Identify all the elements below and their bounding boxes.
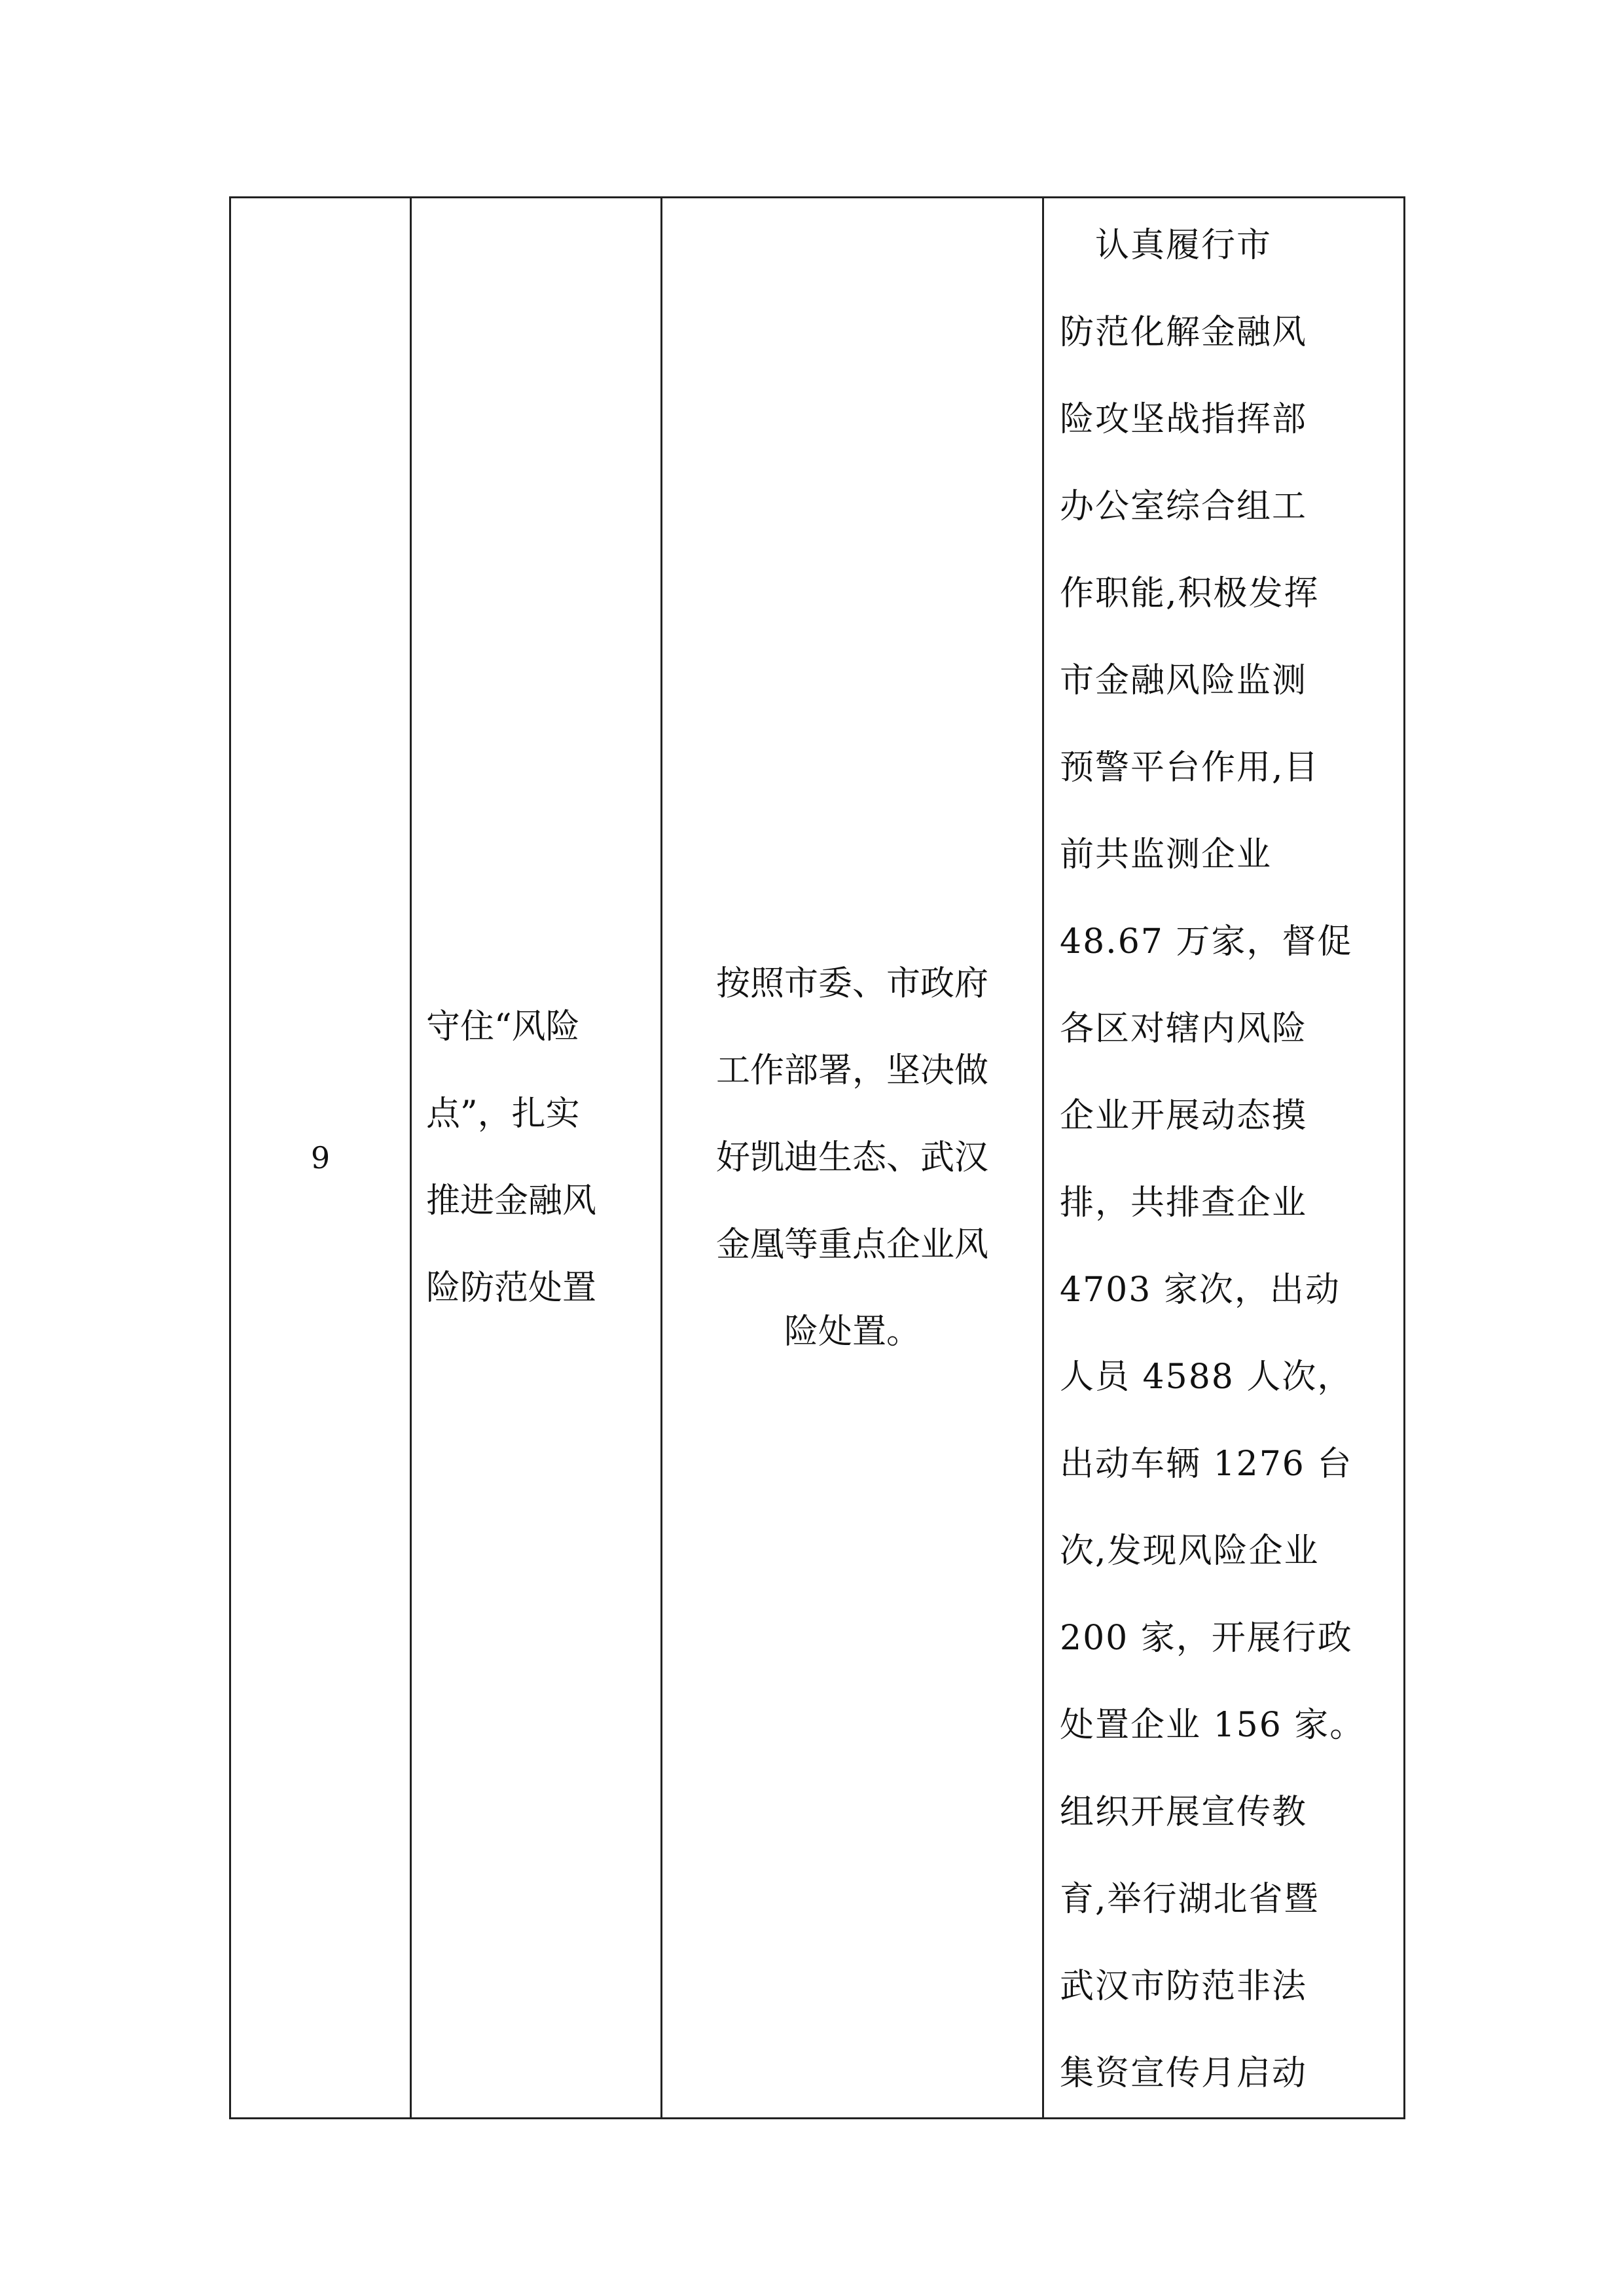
progress-line: 市金融风险监测 <box>1060 661 1308 700</box>
row-number: 9 <box>310 1140 331 1175</box>
progress-line: 4703 家次，出动 <box>1060 1270 1341 1310</box>
progress-cell <box>1043 198 1405 2119</box>
requirement-text <box>662 941 1042 1376</box>
progress-line: 集资宣传月启动 <box>1060 2054 1308 2093</box>
progress-line: 人员 4588 人次， <box>1060 1357 1353 1397</box>
progress-line: 认真履行市 <box>1060 226 1272 265</box>
row-number-cell <box>230 198 411 2119</box>
progress-line: 各区对辖内风险 <box>1060 1009 1308 1049</box>
task-line: 险防范处置 <box>426 1268 597 1308</box>
progress-line: 育,举行湖北省暨 <box>1060 1880 1320 1919</box>
progress-line: 排，共排查企业 <box>1060 1183 1308 1223</box>
requirement-line: 按照市委、市政府 <box>715 963 988 1003</box>
progress-line: 处置企业 156 家。 <box>1060 1706 1365 1745</box>
table-row <box>230 198 1405 2119</box>
progress-line: 组织开展宣传教 <box>1060 1793 1308 1832</box>
progress-line: 预警平台作用,目 <box>1060 748 1320 787</box>
progress-text <box>1044 198 1403 2117</box>
requirement-line: 好凯迪生态、武汉 <box>715 1138 988 1177</box>
progress-line: 办公室综合组工 <box>1060 487 1308 526</box>
task-line: 推进金融风 <box>426 1181 597 1221</box>
task-text <box>412 984 660 1332</box>
requirement-line: 金凰等重点企业风 <box>715 1225 988 1265</box>
task-line: 守住“风险 <box>426 1007 580 1047</box>
requirement-cell <box>662 198 1043 2119</box>
task-line: 点”，扎实 <box>426 1094 580 1134</box>
progress-table <box>229 196 1405 2119</box>
requirement-line: 险处置。 <box>784 1312 920 1352</box>
progress-line: 险攻坚战指挥部 <box>1060 400 1308 439</box>
task-cell <box>411 198 662 2119</box>
progress-line: 武汉市防范非法 <box>1060 1967 1308 2006</box>
progress-line: 企业开展动态摸 <box>1060 1096 1308 1136</box>
requirement-line: 工作部署，坚决做 <box>715 1050 988 1090</box>
progress-line: 200 家，开展行政 <box>1060 1619 1353 1658</box>
progress-line: 48.67 万家，督促 <box>1060 922 1353 961</box>
progress-line: 前共监测企业 <box>1060 835 1272 874</box>
progress-line: 作职能,积极发挥 <box>1060 574 1320 613</box>
progress-line: 次,发现风险企业 <box>1060 1532 1320 1571</box>
progress-line: 出动车辆 1276 台 <box>1060 1444 1353 1484</box>
progress-line: 防范化解金融风 <box>1060 313 1308 352</box>
